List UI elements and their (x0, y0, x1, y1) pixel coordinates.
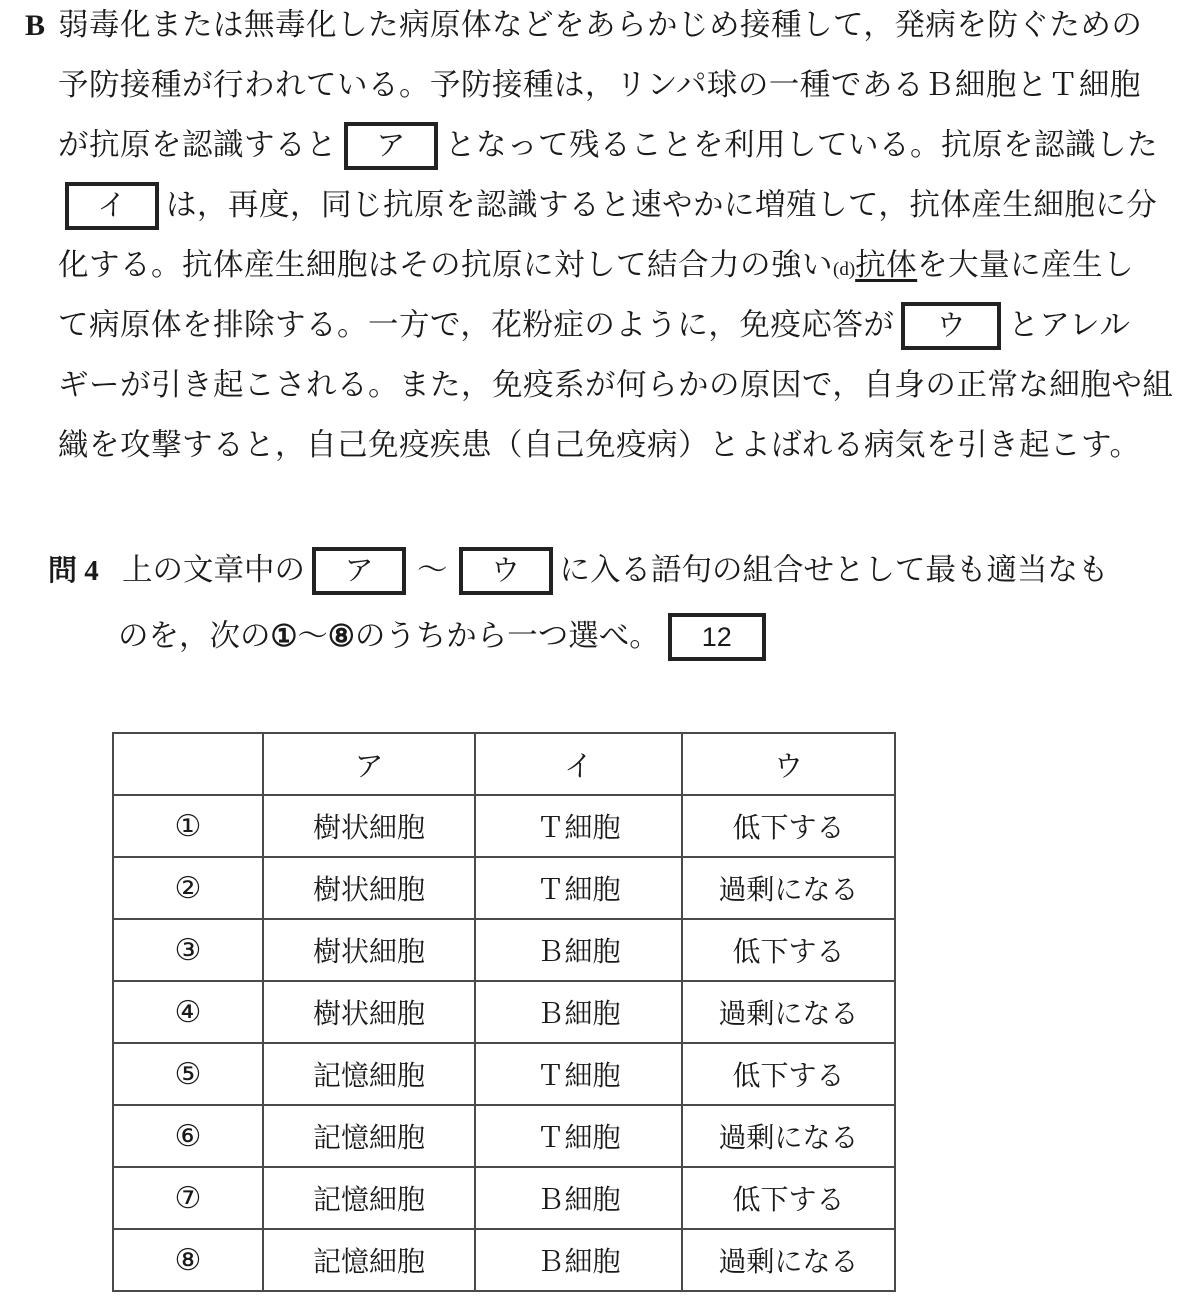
cell-i: Ｔ細胞 (475, 795, 682, 857)
cell-i: Ｔ細胞 (475, 857, 682, 919)
question-line-2 (0, 611, 1178, 677)
passage-line-text: 弱毒化または無毒化した病原体などをあらかじめ接種して，発病を防ぐための (58, 8, 1143, 42)
table-row[interactable] (113, 1167, 895, 1229)
table-row[interactable] (113, 1043, 895, 1105)
passage-line-text: て病原体を排除する。一方で，花粉症のように，免疫応答が (58, 308, 895, 342)
cell-a: 樹状細胞 (263, 795, 475, 857)
passage-line-text: ギーが引き起こされる。また，免疫系が何らかの原因で，自身の正常な細胞や組 (58, 368, 1174, 402)
cell-i: Ｂ細胞 (475, 1167, 682, 1229)
passage-line-text: が抗原を認識すると (58, 128, 337, 162)
question-line-1 (0, 545, 1178, 611)
passage-line-text: は，再度，同じ抗原を認識すると速やかに増殖して，抗体産生細胞に分 (166, 188, 1158, 222)
cell-u: 低下する (682, 1043, 895, 1105)
passage-line-text: とアレル (1008, 308, 1131, 342)
table-header-u: ウ (682, 733, 895, 795)
passage-line (0, 300, 1178, 360)
table-header-i: イ (475, 733, 682, 795)
passage-line (0, 240, 1178, 300)
passage-line (0, 420, 1178, 480)
choices-table (112, 732, 896, 1292)
passage-line-text: を大量に産生し (917, 248, 1135, 282)
question-blank-box-u[interactable]: ウ (459, 547, 553, 595)
table-header-a: ア (263, 733, 475, 795)
choice-index: ④ (113, 981, 263, 1043)
passage-line (0, 60, 1178, 120)
cell-u: 低下する (682, 919, 895, 981)
cell-u: 過剰になる (682, 1229, 895, 1291)
cell-a: 記憶細胞 (263, 1105, 475, 1167)
cell-u: 過剰になる (682, 1105, 895, 1167)
table-row[interactable] (113, 795, 895, 857)
range-tilde: ～ (417, 553, 448, 587)
cell-i: Ｂ細胞 (475, 1229, 682, 1291)
choice-range-last: ⑧ (327, 620, 355, 653)
choice-index: ③ (113, 919, 263, 981)
section-label: B (25, 9, 46, 42)
choice-range-tilde: ～ (297, 619, 328, 653)
question-text: 上の文章中の (122, 553, 305, 587)
question-text: に入る語句の組合せとして最も適当なも (559, 553, 1109, 587)
cell-u: 過剰になる (682, 857, 895, 919)
choice-index: ⑤ (113, 1043, 263, 1105)
question-blank-box-a[interactable]: ア (312, 547, 406, 595)
passage-line-text: 化する。抗体産生細胞はその抗原に対して結合力の強い (58, 248, 833, 282)
table-row[interactable] (113, 1229, 895, 1291)
cell-u: 過剰になる (682, 981, 895, 1043)
cell-a: 樹状細胞 (263, 919, 475, 981)
blank-box-i[interactable]: イ (65, 182, 159, 230)
cell-i: Ｔ細胞 (475, 1043, 682, 1105)
choice-index: ⑦ (113, 1167, 263, 1229)
passage-line (0, 120, 1178, 180)
choice-index: ① (113, 795, 263, 857)
passage-line (0, 0, 1178, 60)
question-text: のを，次の (118, 619, 271, 653)
choice-range-first: ① (270, 620, 298, 653)
cell-a: 記憶細胞 (263, 1043, 475, 1105)
table-header-row (113, 733, 895, 795)
choice-index: ⑧ (113, 1229, 263, 1291)
blank-box-a[interactable]: ア (344, 122, 438, 170)
table-row[interactable] (113, 1105, 895, 1167)
cell-u: 低下する (682, 795, 895, 857)
table-row[interactable] (113, 857, 895, 919)
table-corner-cell (113, 733, 263, 795)
table-row[interactable] (113, 981, 895, 1043)
passage-line-text: 織を攻撃すると，自己免疫疾患（自己免疫病）とよばれる病気を引き起こす。 (58, 428, 1141, 462)
cell-a: 樹状細胞 (263, 857, 475, 919)
underlined-term-antibody: 抗体 (855, 248, 918, 282)
question-label: 問 4 (48, 555, 99, 587)
answer-number-box[interactable]: 12 (668, 613, 766, 661)
footnote-marker-d: (d) (833, 259, 856, 280)
passage-line (0, 180, 1178, 240)
table-row[interactable] (113, 919, 895, 981)
question-block (0, 545, 1178, 677)
cell-a: 記憶細胞 (263, 1229, 475, 1291)
cell-i: Ｂ細胞 (475, 919, 682, 981)
cell-i: Ｂ細胞 (475, 981, 682, 1043)
cell-u: 低下する (682, 1167, 895, 1229)
cell-i: Ｔ細胞 (475, 1105, 682, 1167)
passage-line-text: 予防接種が行われている。予防接種は，リンパ球の一種であるＢ細胞とＴ細胞 (58, 68, 1141, 102)
choice-index: ② (113, 857, 263, 919)
blank-box-u[interactable]: ウ (901, 302, 1001, 350)
passage-line-text: となって残ることを利用している。抗原を認識した (445, 128, 1158, 162)
choice-index: ⑥ (113, 1105, 263, 1167)
passage-block (0, 0, 1178, 480)
cell-a: 樹状細胞 (263, 981, 475, 1043)
passage-line (0, 360, 1178, 420)
cell-a: 記憶細胞 (263, 1167, 475, 1229)
question-text: のうちから一つ選べ。 (354, 619, 660, 653)
choices-table-wrapper (112, 732, 896, 1292)
